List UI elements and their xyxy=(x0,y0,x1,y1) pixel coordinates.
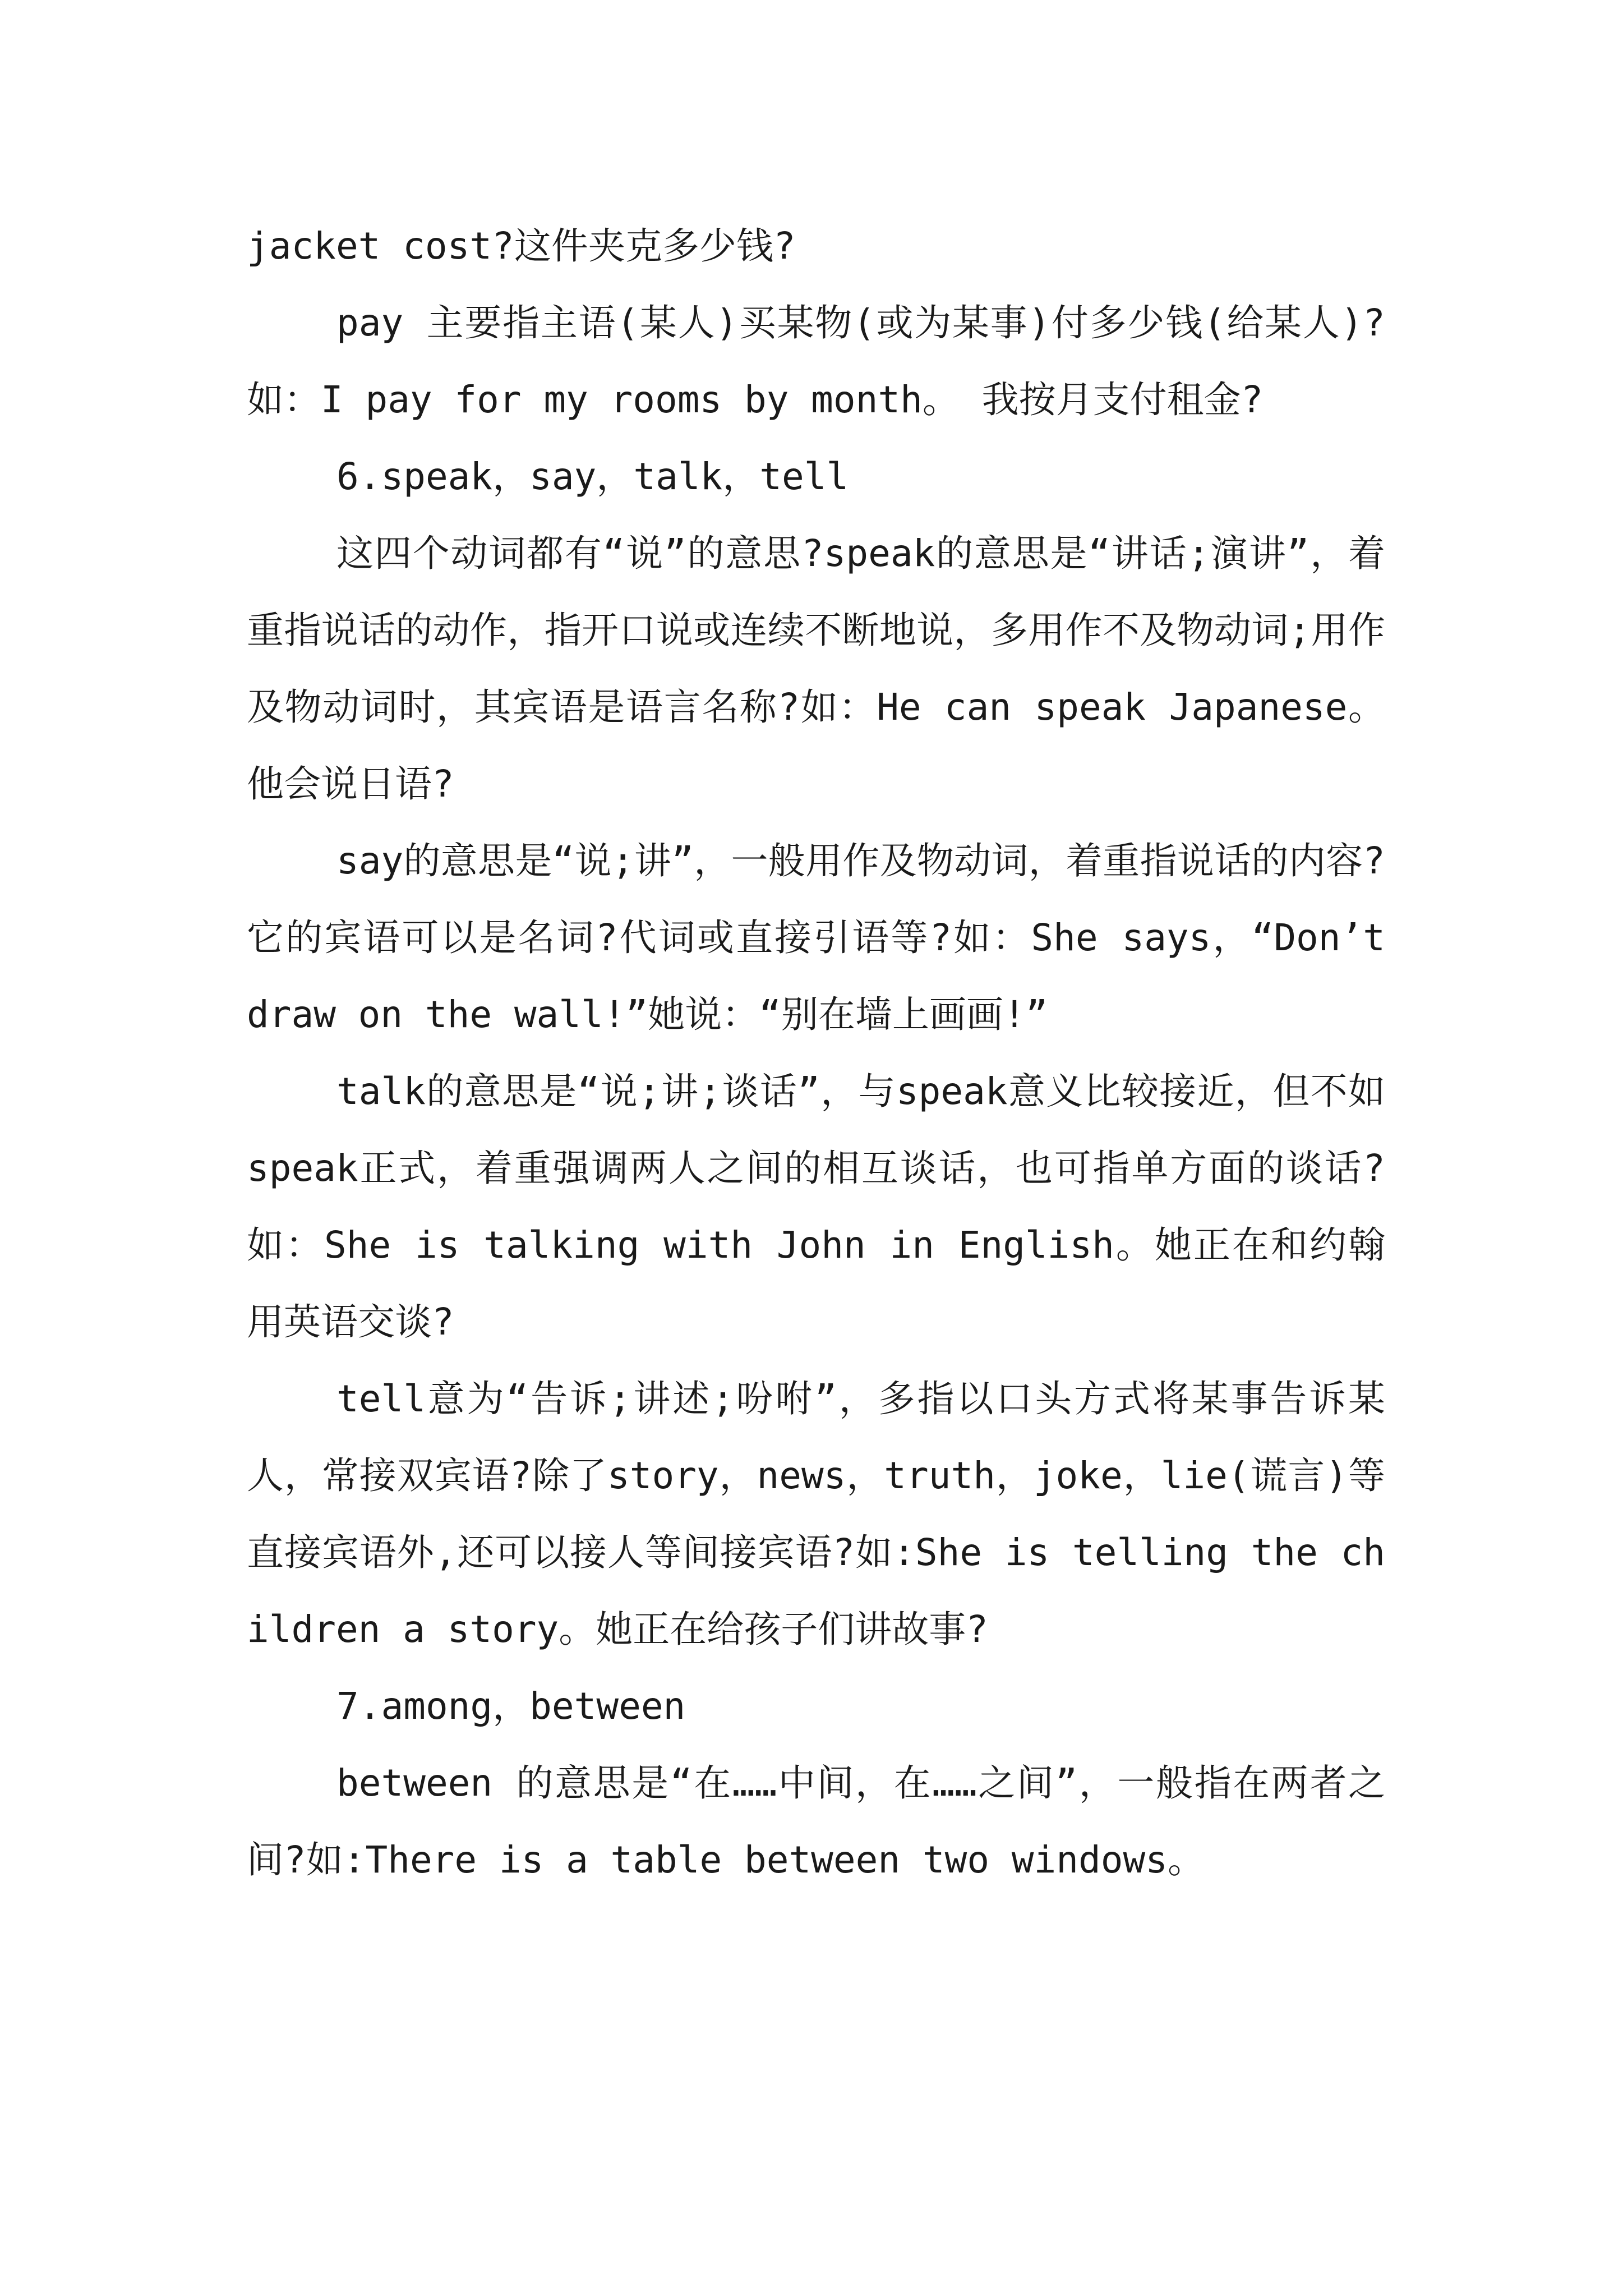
paragraph-between: between 的意思是“在……中间，在……之间”，一般指在两者之间?如:There is a table between two windows。 xyxy=(247,1761,1385,1881)
document-body xyxy=(247,208,1385,1898)
paragraph-tell: tell意为“告诉;讲述;吩咐”，多指以口头方式将某事告诉某人，常接双宾语?除了story，news，truth，joke，lie(谎言)等直接宾语外,还可以接人等间接宾语?如:She is telling the children a story。她正在给孩子们讲故事? xyxy=(247,1377,1385,1651)
paragraph-say: say的意思是“说;讲”，一般用作及物动词，着重指说话的内容?它的宾语可以是名词?代词或直接引语等?如：She says，“Don’t draw on the wall!”她说：“别在墙上画画!” xyxy=(247,839,1385,1036)
section-heading-6: 6.speak，say，talk，tell xyxy=(336,455,849,498)
paragraph-pay: pay 主要指主语(某人)买某物(或为某事)付多少钱(给某人)?如：I pay for my rooms by month。 我按月支付租金? xyxy=(247,301,1385,421)
section-heading-7: 7.among，between xyxy=(336,1685,686,1728)
paragraph-continuation: jacket cost?这件夹克多少钱? xyxy=(247,224,796,268)
paragraph-talk: talk的意思是“说;讲;谈话”，与speak意义比较接近，但不如speak正式，着重强调两人之间的相互谈话，也可指单方面的谈话?如：She is talking with John in English。她正在和约翰用英语交谈? xyxy=(247,1070,1385,1343)
paragraph-speak: 这四个动词都有“说”的意思?speak的意思是“讲话;演讲”，着重指说话的动作，指开口说或连续不断地说，多用作不及物动词;用作及物动词时，其宾语是语言名称?如：He can speak Japanese。 他会说日语? xyxy=(247,532,1385,806)
